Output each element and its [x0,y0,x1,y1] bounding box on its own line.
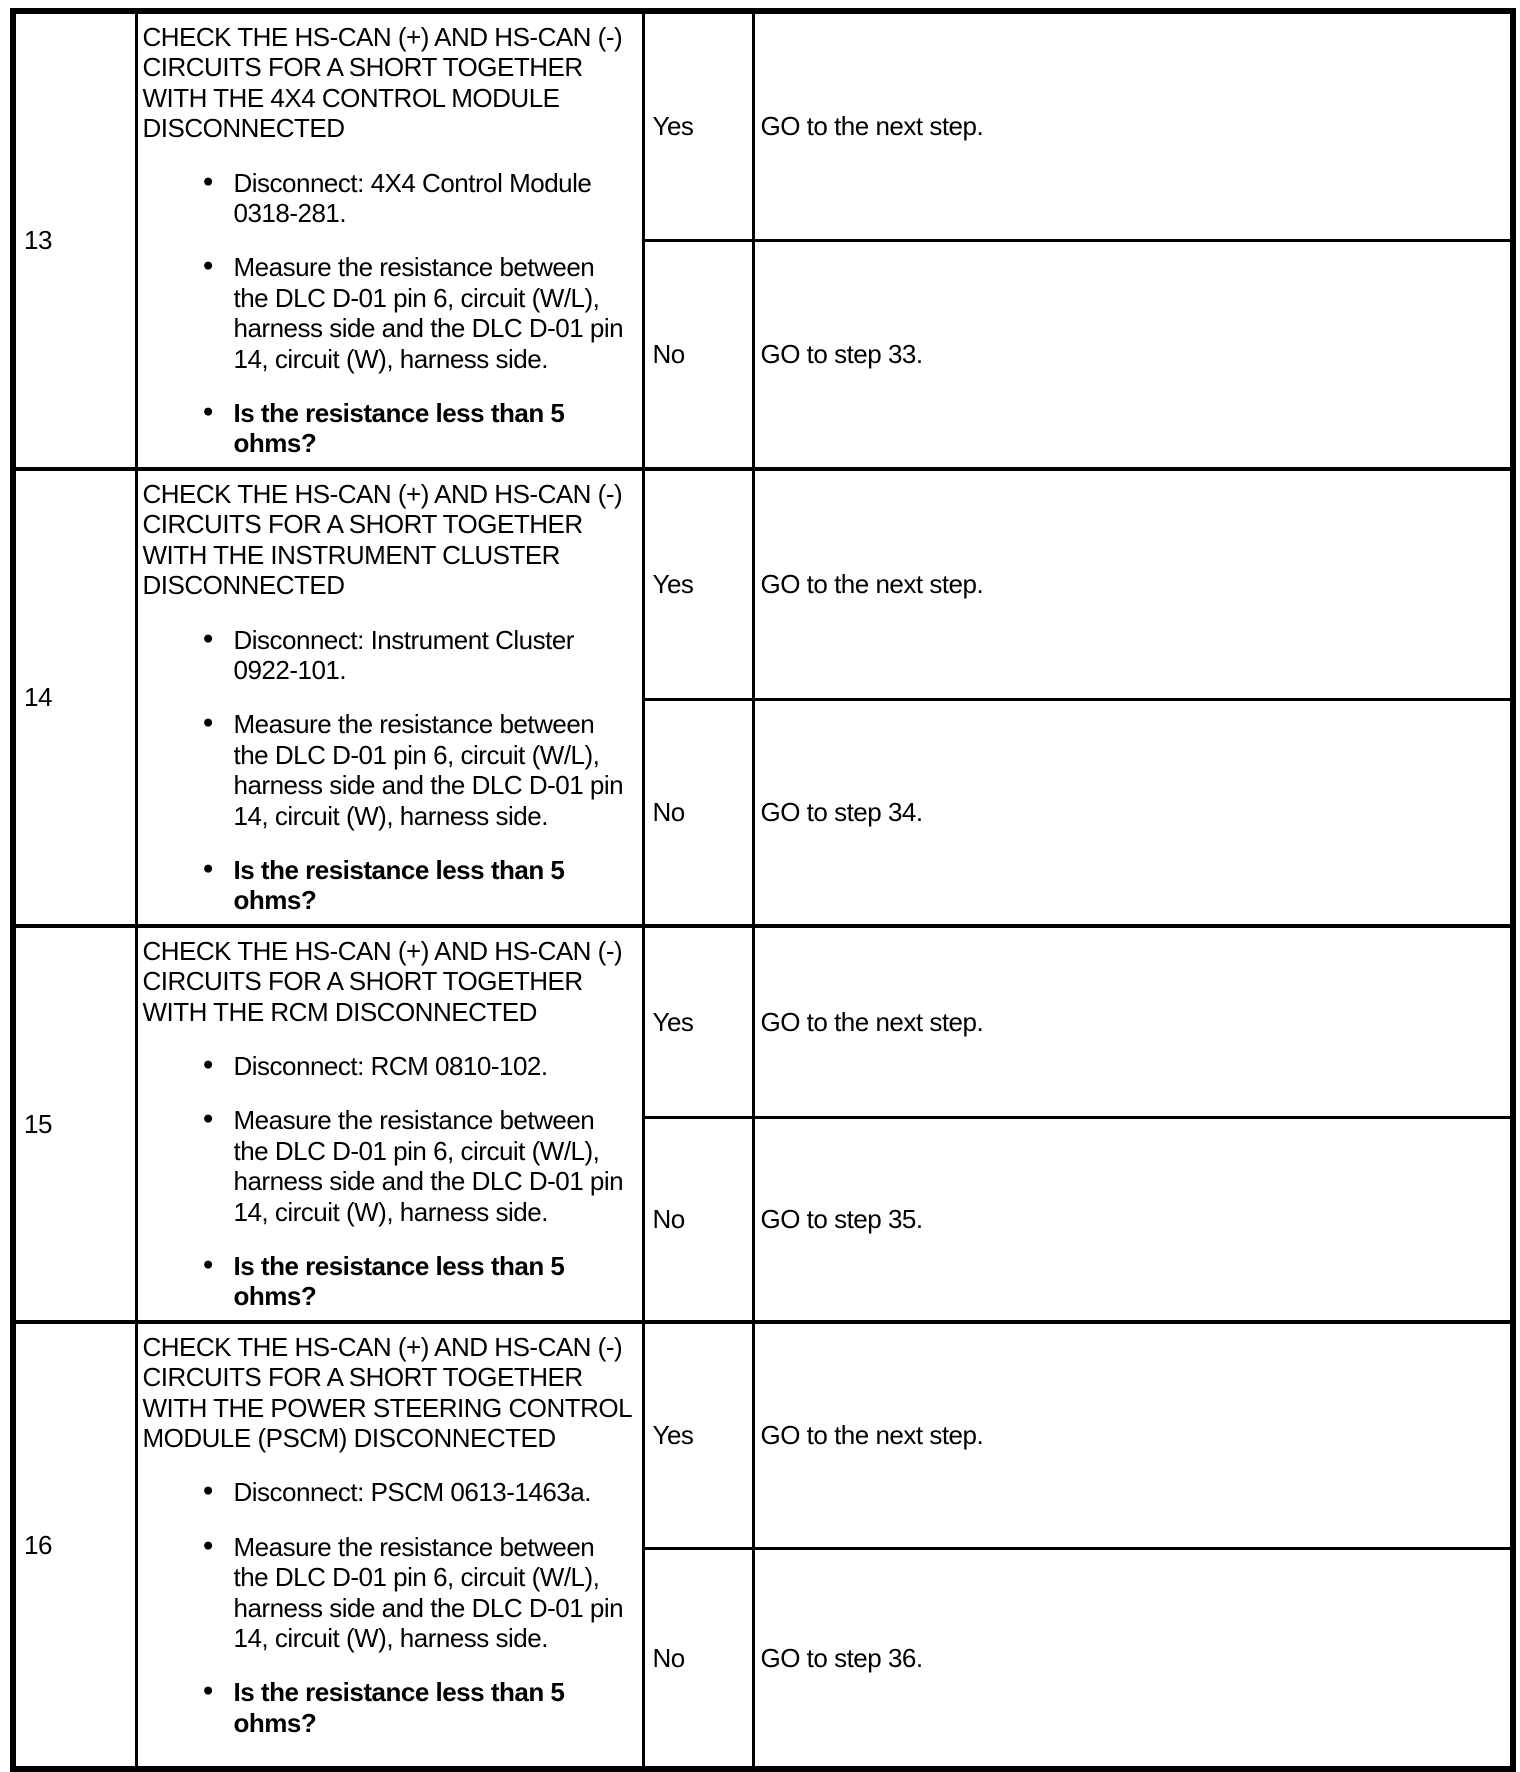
bullet-text: Disconnect: PSCM 0613-1463a. [233,1477,591,1508]
bullet-icon: ● [202,1052,214,1074]
bullet-icon: ● [202,626,214,648]
table-row [13,1322,1513,1549]
step-description-cell [136,11,643,469]
bullet-text: Disconnect: 4X4 Control Module 0318-281. [233,167,592,229]
step-number-cell [13,926,136,1322]
bullet-text: Measure the resistance between the DLC D-01 pin 6, circuit (W/L), harness side and the DLC D-01 pin 14, circuit (W), harness side. [233,709,624,831]
step-bullet-list [143,1477,636,1738]
step-number: 16 [24,1529,52,1560]
step-title: CHECK THE HS-CAN (+) AND HS-CAN (-) CIRCUITS FOR A SHORT TOGETHER WITH THE 4X4 CONTROL MODULE DISCONNECTED [142,22,623,144]
action-no-cell: GO to step 34. [753,699,1513,925]
result-yes-cell: Yes [643,1322,753,1549]
list-item [143,855,636,916]
result-no-cell: No [643,699,753,925]
list-item [143,1532,636,1654]
step-bullet-list [143,1051,636,1312]
action-no-cell: GO to step 36. [753,1548,1513,1769]
table-row [13,469,1513,699]
action-yes-cell: GO to the next step. [753,11,1513,240]
result-no-cell: No [643,240,753,468]
step-description-cell [136,469,643,926]
action-no-cell: GO to step 33. [753,240,1513,468]
bullet-text: Disconnect: RCM 0810-102. [233,1050,548,1081]
step-title: CHECK THE HS-CAN (+) AND HS-CAN (-) CIRCUITS FOR A SHORT TOGETHER WITH THE RCM DISCONNECTED [142,935,623,1027]
bullet-text: Is the resistance less than 5 ohms? [233,1251,565,1312]
bullet-text: Is the resistance less than 5 ohms? [233,854,565,916]
bullet-icon: ● [202,711,214,733]
step-number-cell [13,1322,136,1769]
step-description-cell [136,1322,643,1769]
step-number-cell [13,469,136,926]
bullet-icon: ● [202,1107,214,1129]
bullet-text: Is the resistance less than 5 ohms? [233,398,565,459]
bullet-icon: ● [202,856,214,878]
bullet-text: Measure the resistance between the DLC D-01 pin 6, circuit (W/L), harness side and the DLC D-01 pin 14, circuit (W), harness side. [233,1531,624,1654]
list-item [143,252,636,374]
result-no-cell: No [643,1118,753,1322]
list-item [143,1251,636,1312]
result-no-cell: No [643,1548,753,1769]
bullet-icon: ● [202,1533,214,1555]
list-item [143,709,636,831]
action-no-cell: GO to step 35. [753,1118,1513,1322]
list-item [143,625,636,686]
list-item [143,398,636,459]
list-item [143,1051,636,1081]
bullet-icon: ● [202,1479,214,1501]
step-title: CHECK THE HS-CAN (+) AND HS-CAN (-) CIRCUITS FOR A SHORT TOGETHER WITH THE POWER STEERING CONTROL MODULE (PSCM) DISCONNECTED [142,1331,632,1454]
table-row [13,926,1513,1118]
list-item [143,168,636,229]
bullet-text: Disconnect: Instrument Cluster 0922-101. [233,624,574,685]
action-yes-cell: GO to the next step. [753,926,1513,1118]
step-number: 15 [24,1108,52,1139]
bullet-text: Measure the resistance between the DLC D-01 pin 6, circuit (W/L), harness side and the DLC D-01 pin 14, circuit (W), harness side. [233,252,624,374]
bullet-icon: ● [202,1253,214,1274]
bullet-icon: ● [202,169,214,191]
action-yes-cell: GO to the next step. [753,1322,1513,1549]
step-description-cell [136,926,643,1322]
list-item [143,1677,636,1738]
step-number: 13 [24,225,52,256]
action-yes-cell: GO to the next step. [753,469,1513,699]
list-item [143,1477,636,1507]
step-title: CHECK THE HS-CAN (+) AND HS-CAN (-) CIRCUITS FOR A SHORT TOGETHER WITH THE INSTRUMENT CLUSTER DISCONNECTED [142,478,623,601]
bullet-text: Measure the resistance between the DLC D-01 pin 6, circuit (W/L), harness side and the DLC D-01 pin 14, circuit (W), harness side. [233,1105,624,1227]
step-number: 14 [24,682,52,713]
step-number-cell [13,11,136,469]
bullet-icon: ● [202,400,214,422]
list-item [143,1105,636,1227]
pinpoint-test-table [10,8,1516,1772]
bullet-icon: ● [202,1679,214,1701]
bullet-text: Is the resistance less than 5 ohms? [233,1677,565,1738]
step-bullet-list [143,625,636,916]
result-yes-cell: Yes [643,11,753,240]
bullet-icon: ● [202,254,214,276]
result-yes-cell: Yes [643,926,753,1118]
table-row [13,11,1513,240]
step-bullet-list [143,168,636,459]
result-yes-cell: Yes [643,469,753,699]
